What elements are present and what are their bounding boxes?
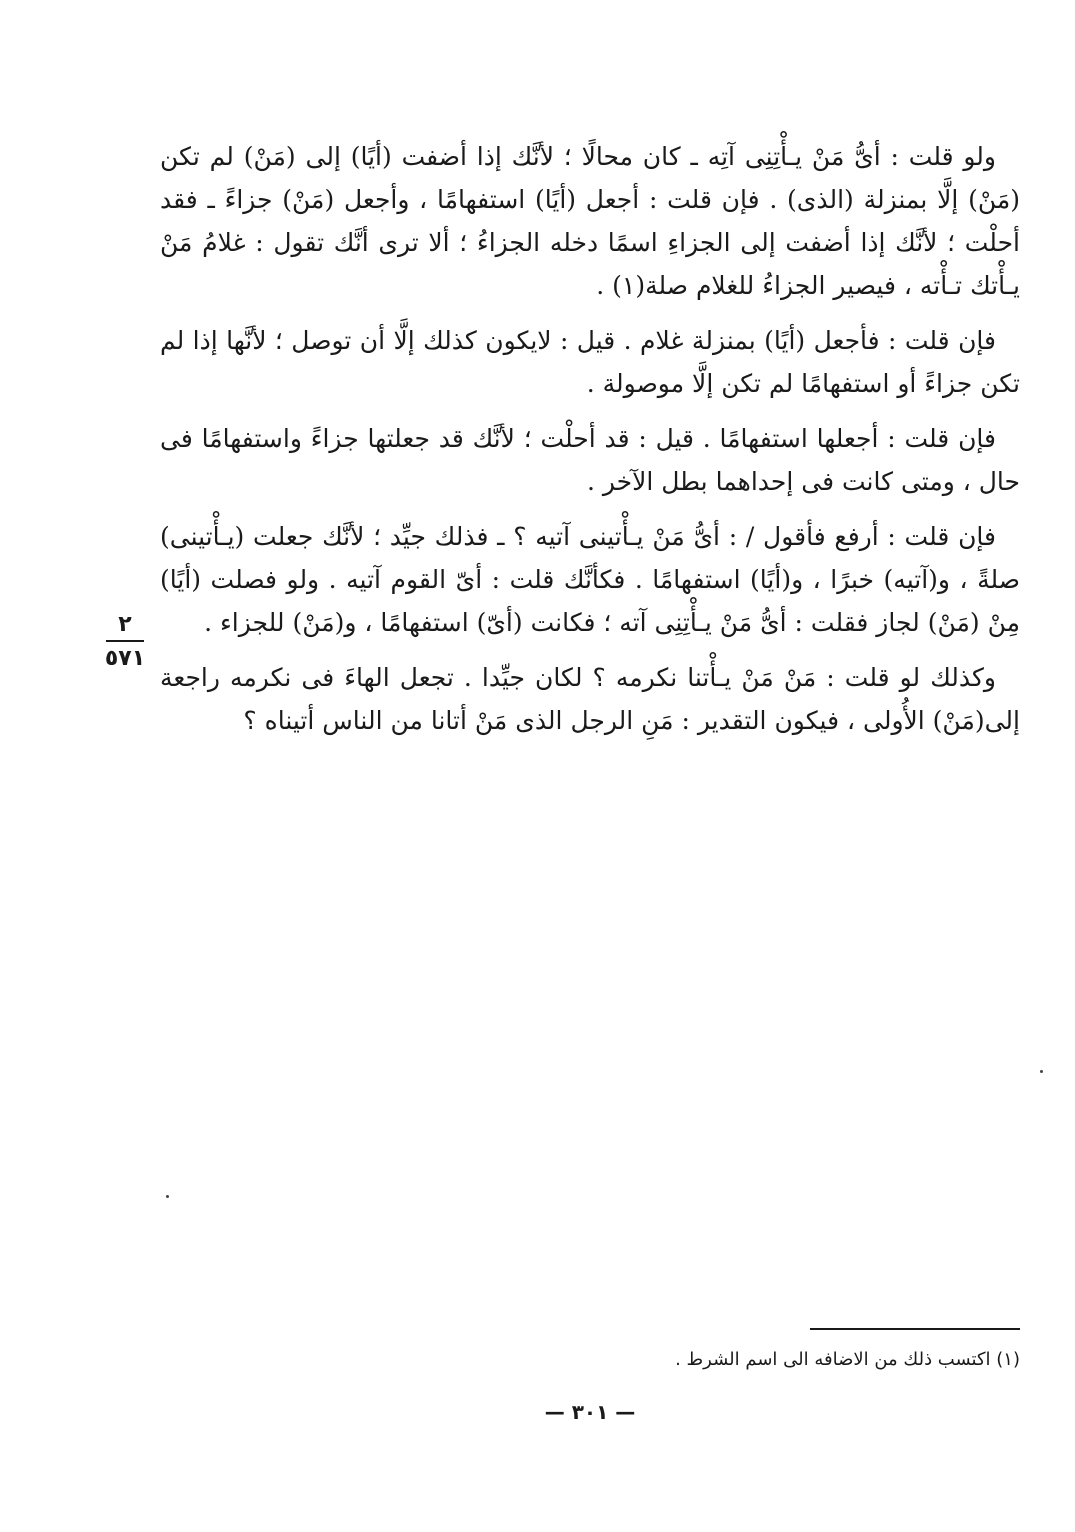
speck <box>1040 1070 1043 1073</box>
footnote: (١) اكتسب ذلك من الاضافه الى اسم الشرط . <box>675 1349 1020 1370</box>
paragraph-3: فإن قلت : أجعلها استفهامًا . قيل : قد أحلْت ؛ لأنَّك قد جعلتها جزاءً واستفهامًا فى حال ، ومتى كانت فى إحداهما بطل الآخر . <box>160 424 1020 496</box>
margin-reference <box>100 612 150 672</box>
paragraph-1: ولو قلت : أىُّ مَنْ يـأْتِنِى آتِه ـ كان محالًا ؛ لأنَّك إذا أضفت (أيًا) إلى (مَنْ) لم تكن (مَنْ) إلَّا بمنزلة (الذى) . فإن قلت : أجعل (أيًا) استفهامًا ، وأجعل (مَنْ) جزاءً ـ فقد أحلْت ؛ لأنَّك إذا أضفت إلى الجزاءِ اسمًا دخله الجزاءُ ؛ ألا ترى أنَّك تقول : غلامُ مَنْ يـأْتك تـأْته ، فيصير الجزاءُ للغلام صلة(١) . <box>160 142 1020 300</box>
margin-ref-rule <box>106 640 144 642</box>
paragraph-4: فإن قلت : أرفع فأقول / : أىُّ مَنْ يـأْتينى آتيه ؟ ـ فذلك جيِّد ؛ لأنَّك جعلت (يـأْتينى) صلةً ، و(آتيه) خبرًا ، و(أيًا) استفهامًا . فكأنَّك قلت : أىّ القوم آتيه . ولو فصلت (أيًا) مِنْ (مَنْ) لجاز فقلت : أىُّ مَنْ يـأْتِنِى آته ؛ فكانت (أىّ) استفهامًا ، و(مَنْ) للجزاء . <box>160 522 1020 637</box>
paragraph-5: وكذلك لو قلت : مَنْ مَنْ يـأْتنا نكرمه ؟ لكان جيِّدا . تجعل الهاءَ فى نكرمه راجعة إلى(مَنْ) الأُولى ، فيكون التقدير : مَنِ الرجل الذى مَنْ أتانا من الناس أتيناه ؟ <box>160 663 1020 735</box>
speck <box>166 1195 169 1198</box>
margin-ref-top: ٢ <box>118 612 132 637</box>
margin-ref-bottom: ٥٧١ <box>104 646 146 671</box>
paragraph-2: فإن قلت : فأجعل (أيًا) بمنزلة غلام . قيل : لايكون كذلك إلَّا أن توصل ؛ لأنَّها إذا لم تكن جزاءً أو استفهامًا لم تكن إلَّا موصولة . <box>160 326 1020 398</box>
page-number: — ٣٠١ — <box>544 1400 636 1424</box>
footnote-separator <box>810 1328 1020 1330</box>
main-text <box>160 135 1020 754</box>
